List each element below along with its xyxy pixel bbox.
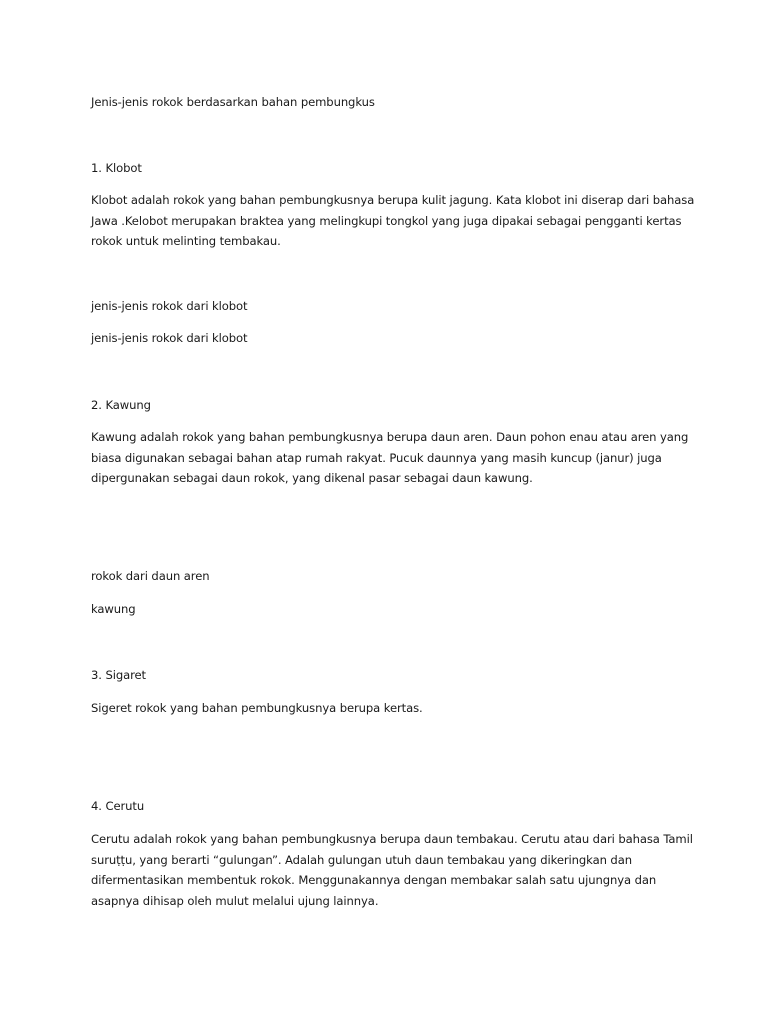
paragraph-line: suruṭṭu, yang berarti “gulungan”. Adalah gulungan utuh daun tembakau yang dikeringkan dan xyxy=(91,852,632,867)
paragraph-line: Jawa .Kelobot merupakan braktea yang melingkupi tongkol yang juga dipakai sebagai pengganti kertas xyxy=(91,213,682,228)
section-heading-sigaret: 3. Sigaret xyxy=(91,668,146,682)
paragraph-line: Klobot adalah rokok yang bahan pembungkusnya berupa kulit jagung. Kata klobot ini diserap dari bahasa xyxy=(91,193,695,207)
section-paragraph-cerutu xyxy=(91,829,701,911)
image-caption-kawung-1: rokok dari daun aren xyxy=(91,569,210,583)
image-caption-kawung-2: kawung xyxy=(91,602,136,616)
document-title: Jenis-jenis rokok berdasarkan bahan pembungkus xyxy=(91,95,375,109)
section-paragraph-klobot xyxy=(91,190,701,252)
section-paragraph-sigaret xyxy=(91,698,701,719)
image-caption-klobot-1: jenis-jenis rokok dari klobot xyxy=(91,299,248,313)
section-heading-cerutu: 4. Cerutu xyxy=(91,799,145,813)
paragraph-line: biasa digunakan sebagai bahan atap rumah rakyat. Pucuk daunnya yang masih kuncup (janur) juga xyxy=(91,450,662,465)
section-heading-klobot: 1. Klobot xyxy=(91,161,142,175)
paragraph-line: rokok untuk melinting tembakau. xyxy=(91,234,281,248)
paragraph-line: dipergunakan sebagai daun rokok, yang dikenal pasar sebagai daun kawung. xyxy=(91,471,533,485)
paragraph-line: difermentasikan membentuk rokok. Menggunakannya dengan membakar salah satu ujungnya dan xyxy=(91,873,657,887)
paragraph-line: Sigeret rokok yang bahan pembungkusnya berupa kertas. xyxy=(91,701,423,715)
paragraph-line: asapnya dihisap oleh mulut melalui ujung lainnya. xyxy=(91,893,379,908)
paragraph-line: Kawung adalah rokok yang bahan pembungkusnya berupa daun aren. Daun pohon enau atau aren yang xyxy=(91,430,689,444)
section-heading-kawung: 2. Kawung xyxy=(91,398,151,412)
paragraph-line: Cerutu adalah rokok yang bahan pembungkusnya berupa daun tembakau. Cerutu atau dari bahasa Tamil xyxy=(91,832,693,846)
section-paragraph-kawung xyxy=(91,427,701,489)
image-caption-klobot-2: jenis-jenis rokok dari klobot xyxy=(91,331,248,345)
